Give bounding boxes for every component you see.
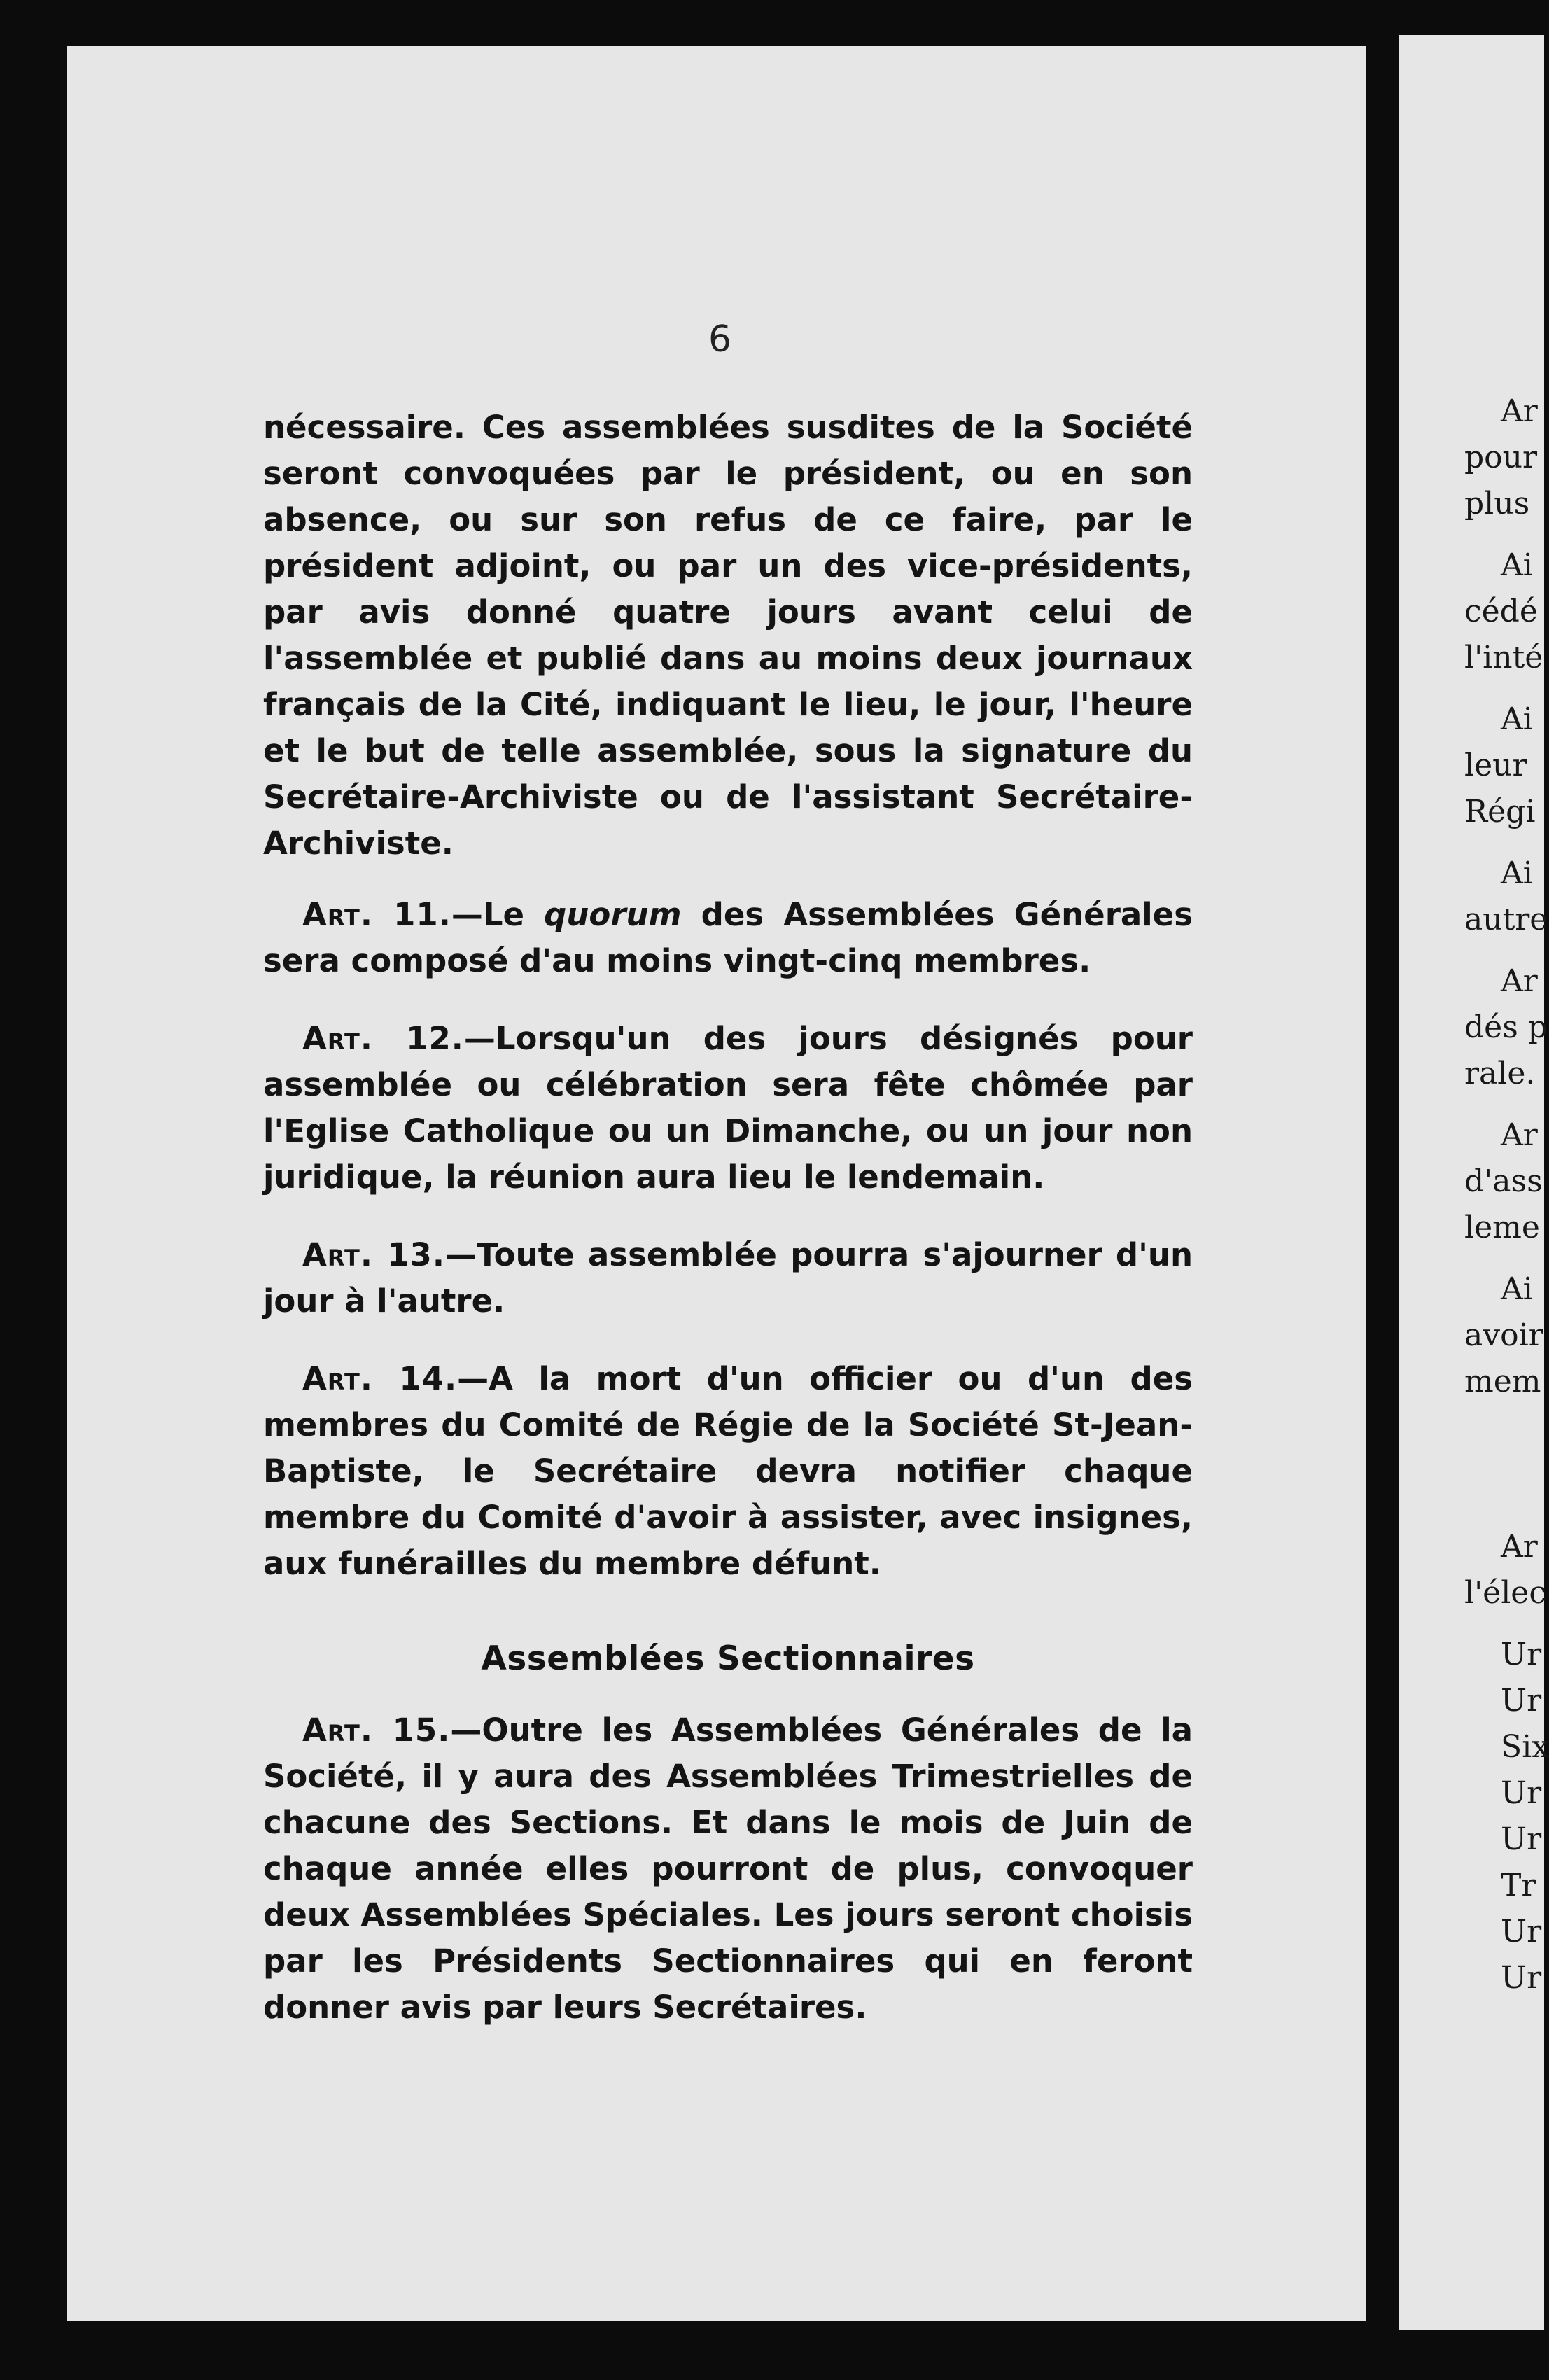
right-fragment: mem (1464, 1364, 1541, 1399)
article-14 (263, 1356, 1193, 1587)
article-15 (263, 1707, 1193, 2031)
right-fragment: Six (1501, 1729, 1549, 1765)
right-fragment: Ur (1501, 1960, 1542, 1996)
right-fragment: Ar (1501, 963, 1538, 999)
right-fragment: Ur (1501, 1637, 1542, 1672)
article-italic-term: quorum (544, 896, 682, 933)
section-heading: Assemblées Sectionnaires (481, 1639, 975, 1678)
right-fragment: Tr (1501, 1868, 1536, 1903)
right-fragment: Ai (1501, 547, 1533, 583)
article-label: Art. 12. (302, 1020, 464, 1057)
article-text: —Toute assemblée pourra s'ajourner d'un jour à l'autre. (263, 1236, 1193, 1320)
page-number: 6 (708, 318, 732, 360)
right-fragment: Ur (1501, 1821, 1542, 1857)
right-fragment: Ar (1501, 1529, 1538, 1564)
right-fragment: pour (1464, 440, 1538, 475)
book-gutter (1366, 46, 1399, 2321)
article-11 (263, 892, 1193, 984)
right-fragment: Ur (1501, 1914, 1542, 1949)
right-fragment: Ur (1501, 1775, 1542, 1811)
right-fragment: dés p (1464, 1009, 1548, 1045)
right-fragment: Ai (1501, 855, 1533, 891)
right-fragment: leur (1464, 748, 1527, 783)
right-fragment: Ar (1501, 393, 1538, 429)
article-12 (263, 1016, 1193, 1200)
right-fragment: cédé (1464, 594, 1538, 629)
right-fragment: Ai (1501, 701, 1533, 737)
right-fragment: d'ass (1464, 1163, 1543, 1199)
article-text: —Le (451, 896, 545, 933)
body-text (263, 405, 1193, 2062)
article-text: des Assemblées Générales sera composé d'au moins vingt-cinq membres. (263, 896, 1193, 979)
article-text: —A la mort d'un officier ou d'un des membres du Comité de Régie de la Société St-Jean-Baptiste, le Secrétaire devra notifier chaque membre du Comité d'avoir à assister, avec insignes, aux funérailles du membre défunt. (263, 1360, 1193, 1582)
right-fragment: plus (1464, 486, 1530, 522)
article-13 (263, 1232, 1193, 1324)
right-fragment: Ai (1501, 1271, 1533, 1307)
right-fragment: rale. (1464, 1056, 1536, 1091)
intro-paragraph: nécessaire. Ces assemblées susdites de la Société seront convoquées par le président, ou en son absence, ou sur son refus de ce faire, par le président adjoint, ou par un des vice-présidents, par avis donné quatre jours avant celui de l'assemblée et publié dans au moins deux journaux français de la Cité, indiquant le lieu, le jour, l'heure et le but de telle assemblée, sous la signature du Secrétaire-Archiviste ou de l'assistant Secrétaire-Archiviste. (263, 409, 1193, 862)
article-label: Art. 13. (302, 1236, 445, 1273)
right-fragment: avoir (1464, 1317, 1543, 1353)
right-fragment: Régi (1464, 794, 1536, 830)
article-label: Art. 15. (302, 1712, 451, 1749)
right-fragment: leme (1464, 1210, 1540, 1245)
right-page-text (1464, 388, 1549, 2001)
article-label: Art. 11. (302, 896, 451, 933)
right-fragment: autre (1464, 902, 1548, 937)
right-fragment: Ar (1501, 1117, 1538, 1153)
right-fragment: l'inté (1464, 640, 1543, 676)
right-fragment: l'élec (1464, 1575, 1546, 1611)
article-label: Art. 14. (302, 1360, 458, 1397)
right-fragment: Ur (1501, 1683, 1542, 1718)
article-text: —Outre les Assemblées Générales de la Société, il y aura des Assemblées Trimestrielles de chacune des Sections. Et dans le mois de Juin de chaque année elles pourront de plus, convoquer deux Assemblées Spéciales. Les jours seront choisis par les Présidents Sectionnaires qui en feront donner avis par leurs Secrétaires. (263, 1712, 1193, 2026)
article-text: —Lorsqu'un des jours désignés pour assemblée ou célébration sera fête chômée par l'Eglise Catholique ou un Dimanche, ou un jour non juridique, la réunion aura lieu le lendemain. (263, 1020, 1193, 1196)
